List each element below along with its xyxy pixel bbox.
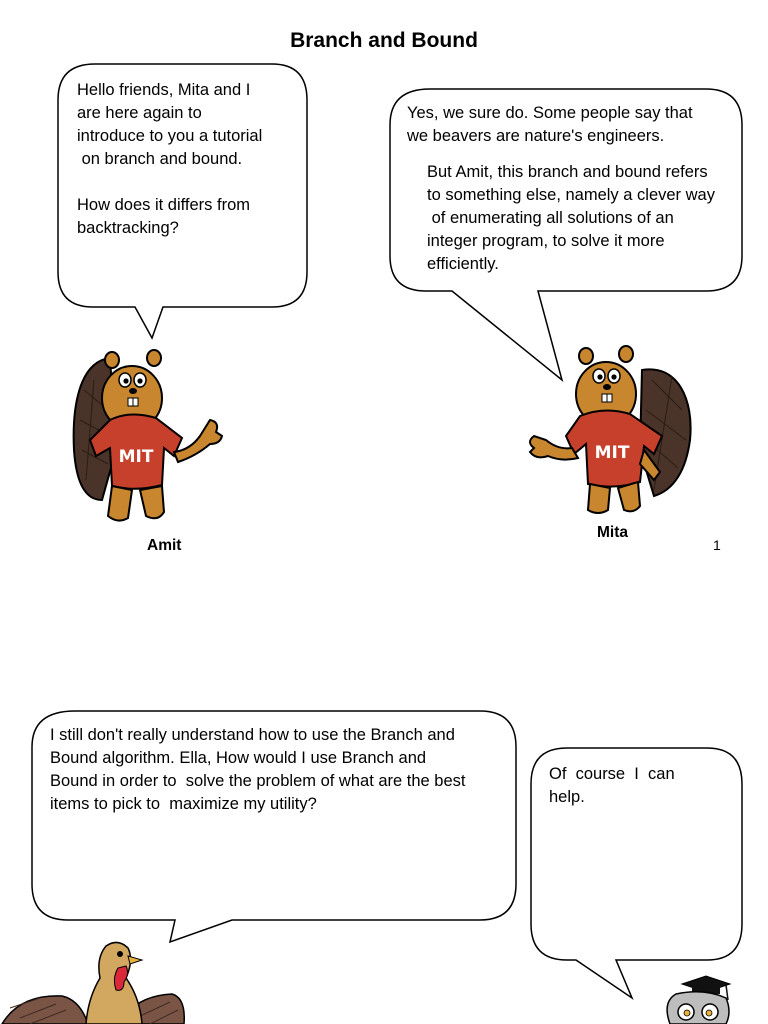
page-number: 1 [713,537,721,553]
turkey-illustration [0,938,190,1024]
amit-beaver-illustration [70,340,230,530]
owl-bubble-text: Of course I can help. [549,765,675,806]
mita-name-label: Mita [597,524,628,541]
amit-bubble-text: Hello friends, Mita and I are here again to introduce to you a tutorial on branch and bound. How does it differs from backtracking? [77,81,263,237]
amit-name-label: Amit [147,537,182,554]
amit-shirt-text: MIT [118,447,154,467]
mita-bubble-text-1: Yes, we sure do. Some people say that we beavers are nature's engineers. [407,104,693,145]
mita-bubble-text-2: But Amit, this branch and bound refers to something else, namely a clever way of enumerating all solutions of an integer program, to solve it more efficiently. [427,163,715,273]
mita-shirt-text: MIT [594,443,630,463]
page-title: Branch and Bound [290,29,478,52]
owl-illustration [656,972,736,1024]
mita-beaver-illustration [522,340,702,520]
turkey-bubble-text: I still don't really understand how to use the Branch and Bound algorithm. Ella, How would I use Branch and Bound in order to solve the problem of what are the best items to pick to maximize my utility? [50,726,466,813]
